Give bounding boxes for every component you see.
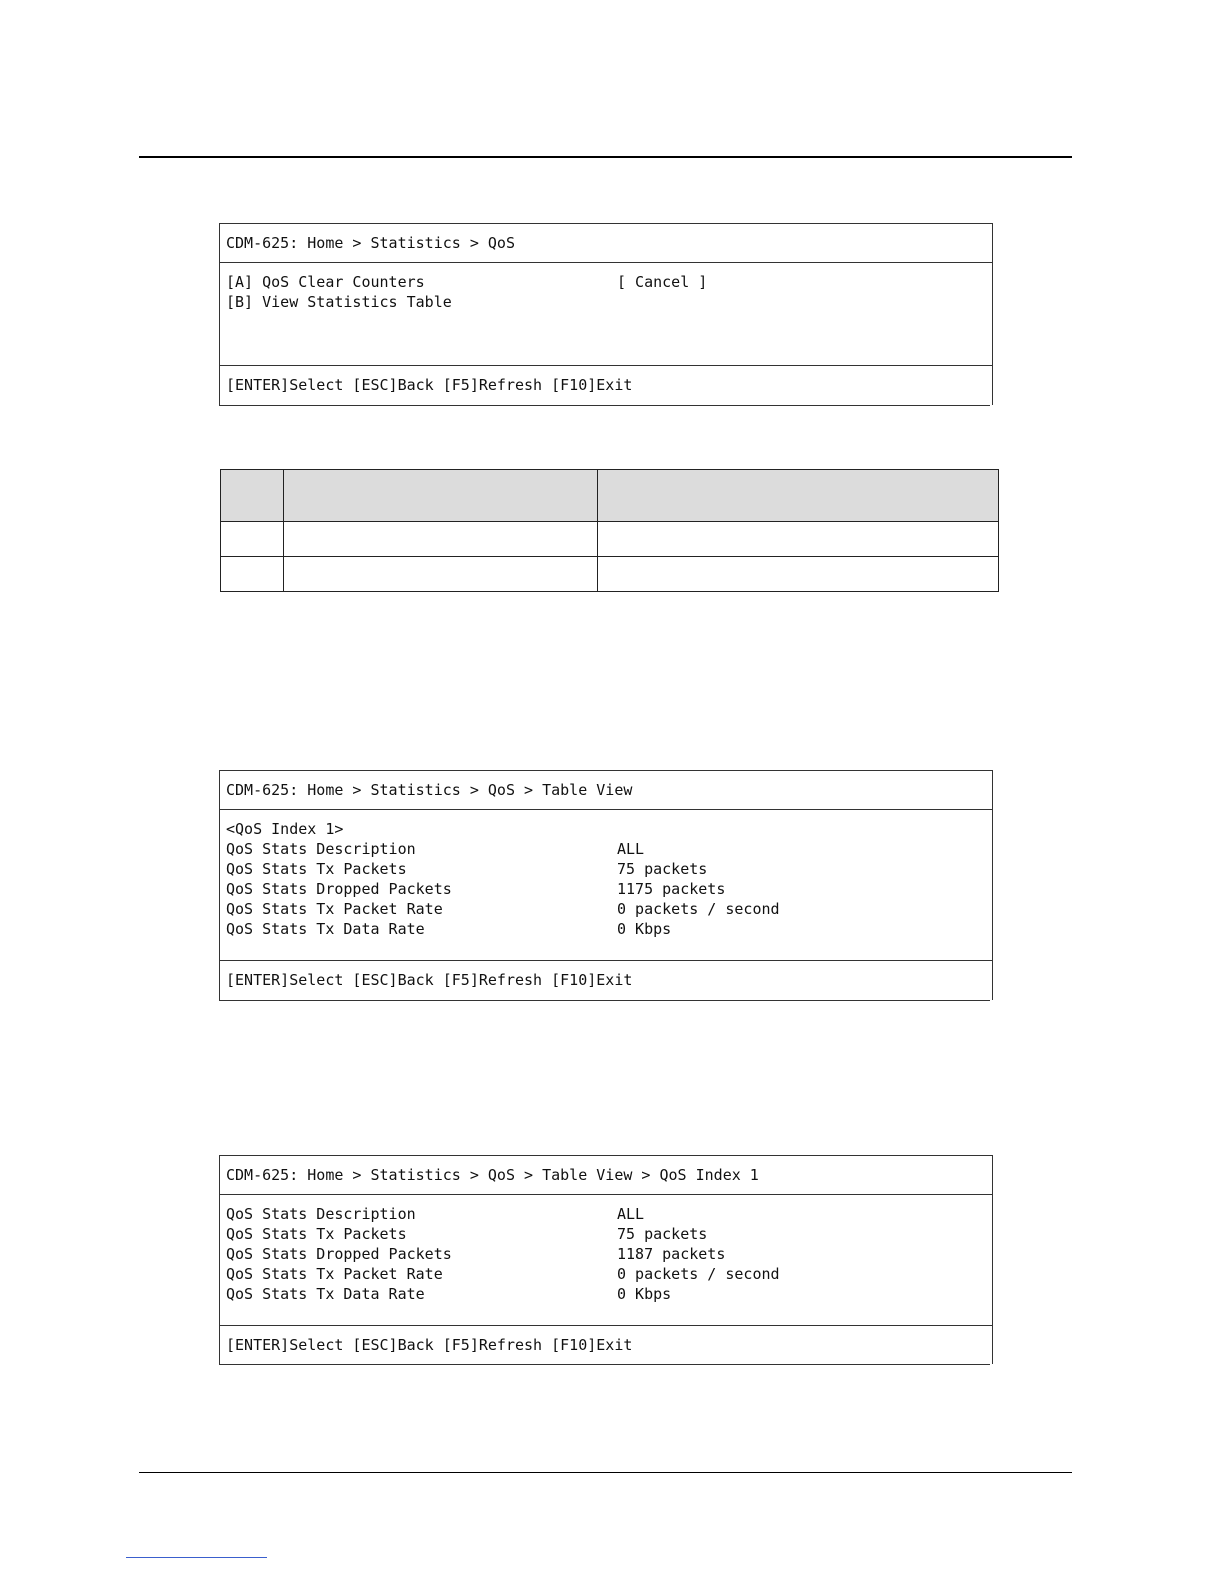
stat-label: QoS Stats Dropped Packets [226, 1245, 452, 1263]
stat-label: QoS Stats Tx Data Rate [226, 920, 425, 938]
table-row [221, 557, 999, 592]
stat-value: 75 packets [617, 1225, 708, 1243]
table-row [221, 522, 999, 557]
stat-label: QoS Stats Tx Data Rate [226, 1285, 425, 1303]
table-header-cell [284, 470, 598, 522]
stat-row [226, 1224, 986, 1244]
stat-row [226, 879, 986, 899]
screen-breadcrumb: CDM-625: Home > Statistics > QoS > Table View [220, 771, 992, 810]
qos-table-view-screen [219, 770, 993, 1000]
key-hint-footer: [ENTER]Select [ESC]Back [F5]Refresh [F10]Exit [226, 376, 633, 394]
stat-row [226, 1264, 986, 1284]
qos-menu-screen [219, 223, 993, 405]
table-header-cell [598, 470, 999, 522]
stat-row [226, 899, 986, 919]
qos-index-selector[interactable]: <QoS Index 1> [226, 820, 344, 838]
stat-row [226, 1244, 986, 1264]
stat-label: QoS Stats Tx Packet Rate [226, 1265, 443, 1283]
key-hint-footer: [ENTER]Select [ESC]Back [F5]Refresh [F10]Exit [226, 971, 633, 989]
stat-value: 0 Kbps [617, 920, 672, 938]
menu-option-clear-counters[interactable]: [A] QoS Clear Counters [226, 273, 425, 291]
screen-bottom-border [219, 1364, 990, 1365]
stat-label: QoS Stats Description [226, 1205, 416, 1223]
table-cell [598, 557, 999, 592]
stat-value: ALL [617, 840, 645, 858]
table-view-body [220, 810, 992, 961]
stat-row [226, 839, 986, 859]
table-cell [284, 557, 598, 592]
table-cell [284, 522, 598, 557]
screen-breadcrumb: CDM-625: Home > Statistics > QoS > Table View > QoS Index 1 [220, 1156, 992, 1195]
screen-bottom-border [219, 1000, 990, 1001]
menu-body [220, 263, 992, 366]
bottom-rule [139, 1472, 1072, 1473]
stat-row [226, 859, 986, 879]
stat-value: 0 Kbps [617, 1285, 672, 1303]
stat-value: 1175 packets [617, 880, 726, 898]
table-cell [221, 522, 284, 557]
stat-label: QoS Stats Tx Packets [226, 1225, 407, 1243]
stat-row [226, 1204, 986, 1224]
menu-option-view-statistics-table[interactable]: [B] View Statistics Table [226, 293, 452, 311]
footer-link-underline [126, 1557, 267, 1558]
cancel-button[interactable]: [ Cancel ] [617, 273, 708, 291]
table-cell [221, 557, 284, 592]
stat-value: 1187 packets [617, 1245, 726, 1263]
table-header-cell [221, 470, 284, 522]
stat-label: QoS Stats Description [226, 840, 416, 858]
qos-index-screen [219, 1155, 993, 1364]
stat-row [226, 919, 986, 939]
stat-value: 75 packets [617, 860, 708, 878]
table-header-row [221, 470, 999, 522]
screen-breadcrumb: CDM-625: Home > Statistics > QoS [220, 224, 992, 263]
stat-value: 0 packets / second [617, 1265, 780, 1283]
stat-label: QoS Stats Dropped Packets [226, 880, 452, 898]
stat-label: QoS Stats Tx Packets [226, 860, 407, 878]
stat-value: 0 packets / second [617, 900, 780, 918]
stat-row [226, 1284, 986, 1304]
top-rule [139, 156, 1072, 158]
options-table [220, 469, 999, 592]
screen-bottom-border [219, 405, 990, 406]
table-cell [598, 522, 999, 557]
stat-value: ALL [617, 1205, 645, 1223]
index-body [220, 1195, 992, 1326]
key-hint-footer: [ENTER]Select [ESC]Back [F5]Refresh [F10]Exit [226, 1336, 633, 1354]
stat-label: QoS Stats Tx Packet Rate [226, 900, 443, 918]
